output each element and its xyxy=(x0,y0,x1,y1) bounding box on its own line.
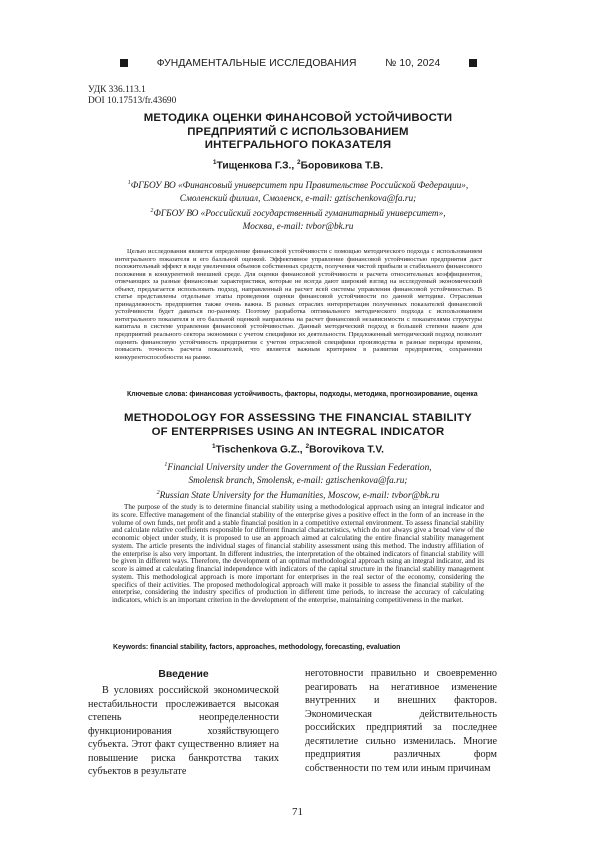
article-title-ru xyxy=(88,112,508,153)
square-bullet-icon xyxy=(120,59,128,67)
affil-text: Москва, e-mail: tvbor@bk.ru xyxy=(242,221,354,232)
abstract-en: The purpose of the study is to determine financial stability using a methodological approach using an integral indicator and its score. Effective management of the financial stability of the enterprise gives a positive effect in the form of an increase in the volume of own funds, net profit and a stable financial position in a competitive external environment. To assess financial stability and calculate relative coefficients responsible for different financial characteristics, which do not always give a broad view of the economic object under study, it is proposed to use an approach aimed at calculating the entire financial stability management system. The article presents the individual stages of financial stability assessment using this method. The industry affiliation of the enterprise is also very important. In different industries, the interpretation of the obtained indicators of financial stability will be given in different ways. Therefore, the development of an optimal methodological approach using an integral indicator, and its score is aimed at calculating financial independence with indicators of the capital structure in the financial stability management system. This methodological approach is more important for enterprises in the real sector of the economy, considering the specifics of their activities. The proposed methodological approach will make it possible to assess the financial stability of the enterprise, considering the industry specifics of production in different time periods, to increase the accuracy of calculating indicators, which is an important criterion in the development of the enterprise, maintaining competitiveness in the market. xyxy=(112,503,484,604)
affil-marker: 1 xyxy=(127,180,131,186)
title-line: ПРЕДПРИЯТИЙ С ИСПОЛЬЗОВАНИЕМ xyxy=(187,125,409,138)
affil-marker: 1 xyxy=(164,462,168,468)
journal-name: ФУНДАМЕНТАЛЬНЫЕ ИССЛЕДОВАНИЯ xyxy=(156,57,357,69)
author-affil-marker: 1 xyxy=(212,159,217,166)
article-title-en xyxy=(88,412,508,439)
author-name: Tischenkova G.Z., xyxy=(215,444,306,456)
title-line: METHODOLOGY FOR ASSESSING THE FINANCIAL STABILITY xyxy=(124,412,472,424)
title-line: OF ENTERPRISES USING AN INTEGRAL INDICATOR xyxy=(151,425,445,438)
issue-number: № 10, 2024 xyxy=(385,57,441,69)
title-line: ИНТЕГРАЛЬНОГО ПОКАЗАТЕЛЯ xyxy=(204,139,392,151)
doi: DOI 10.17513/fr.43690 xyxy=(88,96,177,106)
affiliation-line xyxy=(100,205,496,221)
author-affil-marker: 2 xyxy=(297,159,301,166)
affiliation-line xyxy=(100,487,496,503)
body-column-right: неготовности правильно и своевременно реагировать на негативное изменение внутренних и внешних факторов. Экономическая действительность российских предприятий за последнее десятилетие сильно изменилась. Многие предприятия различных форм собственности по тем или иным причинам xyxy=(305,668,497,774)
affil-text: ФГБОУ ВО «Российский государственный гуманитарный университет», xyxy=(153,209,446,220)
affiliations-en xyxy=(100,459,496,503)
authors-ru xyxy=(88,159,508,171)
affil-text: ФГБОУ ВО «Финансовый университет при Правительстве Российской Федерации», xyxy=(130,181,469,192)
author-affil-marker: 2 xyxy=(305,443,310,450)
affiliation-line xyxy=(100,459,496,475)
udc-code: УДК 336.113.1 xyxy=(88,85,146,95)
affiliation-line xyxy=(100,221,496,234)
author-name: Боровикова Т.В. xyxy=(300,160,384,172)
affil-text: Russian State University for the Humanities, Moscow, e-mail: tvbor@bk.ru xyxy=(159,491,440,502)
abstract-ru: Целью исследования является определение финансовой устойчивости с помощью методического подхода с использованием интегрального показателя и его балльной оценкой. Эффективное управление финансовой устойчивостью предприятия даст положительный эффект в виде увеличения объемов собственных средств, получения чистой прибыли и стабильного финансового положения в конкурентной внешней среде. Для оценки финансовой устойчивости и расчета относительных коэффициентов, отвечающих за разные финансовые характеристики, которые не всегда дают широкий взгляд на исследуемый экономический объект, предлагается использовать подход, направленный на расчет всей системы управления финансовой устойчивостью. В статье представлены отдельные этапы проведения оценки финансовой устойчивости по данной методике. Отраслевая принадлежность предприятия также очень важна. В разных отраслях интерпретация полученных показателей финансовой устойчивости будет даваться по-разному. Поэтому разработка оптимального методического подхода с использованием интегрального показателя и его балльной оценкой направлена на расчет финансовой независимости с показателями структуры капитала в системе управления финансовой устойчивостью. Данный методический подход в большей степени важен для предприятий реального сектора экономики с учетом специфики их деятельности. Предложенный методический подход позволит оценить финансовую устойчивость предприятия с учетом отраслевой специфики производства в разные периоды времени, повысить точность расчета показателей, что является важным критерием в развитии предприятия, сохранении конкурентоспособности на рынке. xyxy=(115,248,482,361)
author-name: Тищенкова Г.З., xyxy=(216,160,298,172)
keywords-ru: Ключевые слова: финансовая устойчивость, факторы, подходы, методика, прогнозирование, оценка xyxy=(127,391,478,398)
affiliations-ru xyxy=(100,177,496,233)
author-affil-marker: 1 xyxy=(211,443,216,450)
body-column-left: В условиях российской экономической нестабильности прослеживается высокая степень неопределенности функционирования хозяйствующего субъекта. Этот факт существенно влияет на повышение риска банкротства таких субъектов в результате xyxy=(88,685,279,777)
section-heading: Введение xyxy=(158,669,209,680)
page-number: 71 xyxy=(292,806,303,818)
affiliation-line xyxy=(100,177,496,193)
affil-marker: 2 xyxy=(150,208,154,215)
affil-marker: 2 xyxy=(156,490,160,497)
affil-text: Financial University under the Government of the Russian Federation, xyxy=(167,463,432,474)
authors-en xyxy=(88,443,508,455)
square-bullet-icon xyxy=(469,59,477,67)
title-line: МЕТОДИКА ОЦЕНКИ ФИНАНСОВОЙ УСТОЙЧИВОСТИ xyxy=(143,112,453,124)
affiliation-line xyxy=(100,193,496,206)
keywords-en: Keywords: financial stability, factors, approaches, methodology, forecasting, evaluation xyxy=(113,644,401,651)
running-header xyxy=(120,57,477,69)
affiliation-line xyxy=(100,475,496,488)
author-name: Borovikova T.V. xyxy=(309,444,385,456)
affil-text: Смоленский филиал, Смоленск, e-mail: gztischenkova@fa.ru; xyxy=(179,193,417,204)
affil-text: Smolensk branch, Smolensk, e-mail: gztischenkova@fa.ru; xyxy=(188,475,408,486)
